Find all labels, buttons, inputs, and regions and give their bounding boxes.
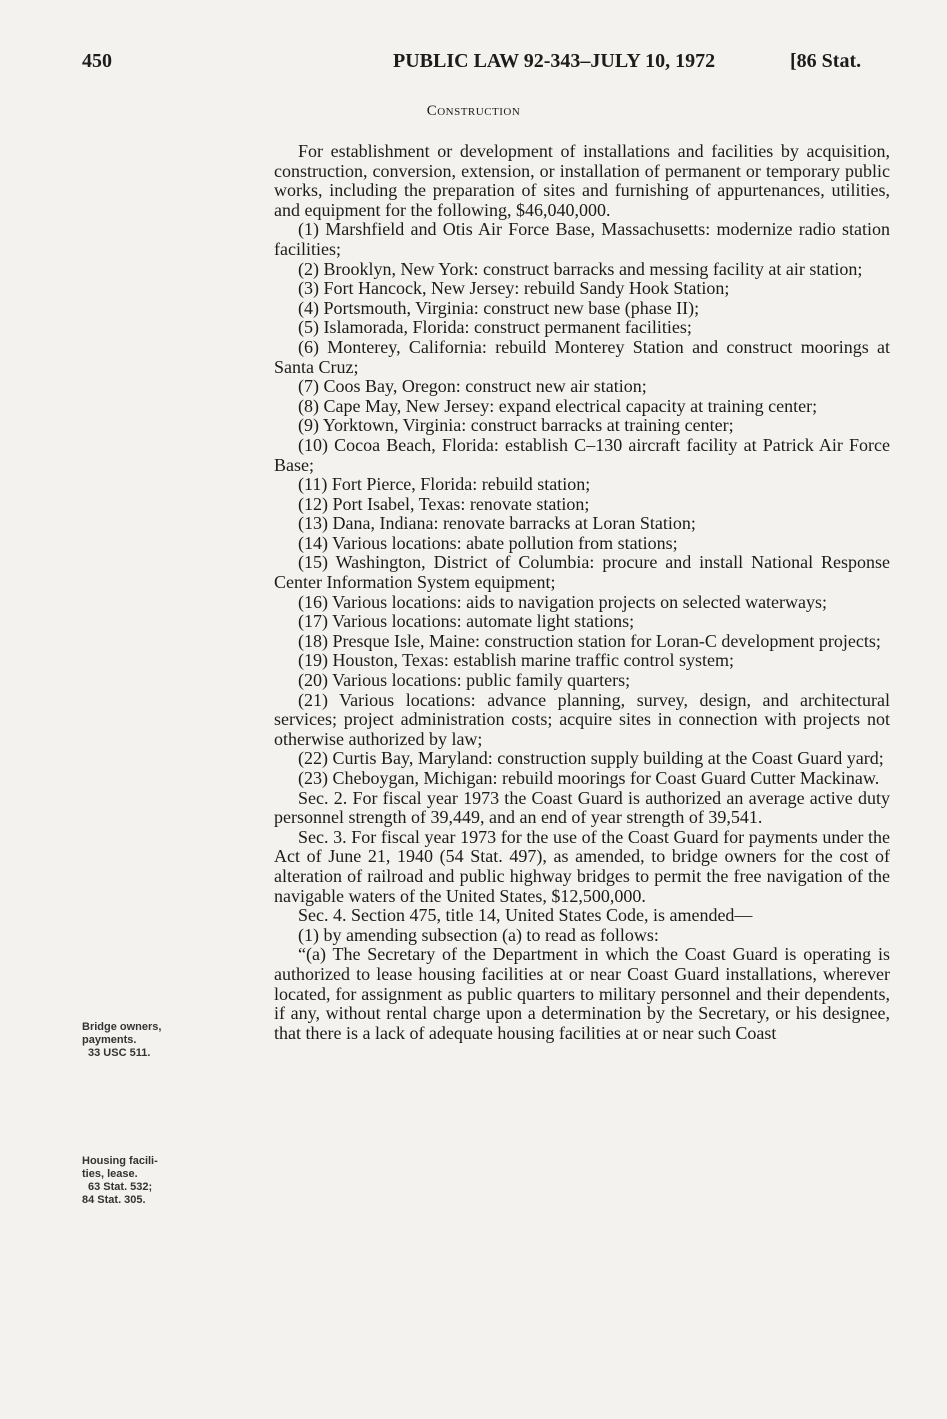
list-item: (16) Various locations: aids to navigation projects on selected waterways; [298, 591, 828, 612]
margin-note-line: 33 USC 511. [88, 1047, 151, 1059]
margin-note-bridge-owners [82, 1021, 232, 1060]
list-item: (14) Various locations: abate pollution from stations; [298, 532, 678, 553]
list-item: (11) Fort Pierce, Florida: rebuild station; [298, 474, 591, 495]
list-item: (5) Islamorada, Florida: construct permanent facilities; [298, 317, 692, 338]
page-number: 450 [82, 50, 112, 72]
margin-note-line: payments. [82, 1034, 137, 1046]
list-item: (23) Cheboygan, Michigan: rebuild moorings for Coast Guard Cutter Mackinaw. [298, 768, 880, 788]
list-item: (21) Various locations: advance planning, survey, design, and architectural services; project administration costs; acquire sites in connection with projects not otherwise authorized by law; [274, 689, 890, 749]
list-item: (8) Cape May, New Jersey: expand electrical capacity at training center; [298, 395, 818, 416]
paragraph-intro: For establishment or development of installations and facilities by acquisition, construction, conversion, extension, or installation of permanent or temporary public works, including the preparation of sites and furnishing of appurtenances, utilities, and equipment for the following, $46,040,000. [274, 141, 890, 220]
section-4-item-1: (1) by amending subsection (a) to read as follows: [298, 924, 659, 945]
list-item: (17) Various locations: automate light stations; [298, 611, 635, 632]
list-item: (3) Fort Hancock, New Jersey: rebuild Sandy Hook Station; [298, 278, 730, 299]
list-item: (12) Port Isabel, Texas: renovate station; [298, 493, 590, 514]
list-item: (9) Yorktown, Virginia: construct barracks at training center; [298, 415, 734, 436]
list-item: (18) Presque Isle, Maine: construction station for Loran-C development projects; [298, 630, 881, 651]
section-4-subsection-a: “(a) The Secretary of the Department in which the Coast Guard is operating is authorized to lease housing facilities at or near Coast Guard installations, wherever located, for assignment as public quarters to military personnel and their dependents, if any, without rental charge upon a determination by the Secretary, or his designee, that there is a lack of adequate housing facilities at or near such Coast [274, 944, 890, 1043]
section-2: Sec. 2. For fiscal year 1973 the Coast Guard is authorized an average active duty personnel strength of 39,449, and an end of year strength of 39,541. [274, 787, 890, 828]
margin-note-line: Housing facili- [82, 1155, 158, 1167]
list-item: (2) Brooklyn, New York: construct barracks and messing facility at air station; [298, 258, 863, 279]
list-item: (13) Dana, Indiana: renovate barracks at Loran Station; [298, 513, 696, 534]
list-item: (19) Houston, Texas: establish marine traffic control system; [298, 650, 734, 671]
section-heading: Construction [426, 103, 521, 119]
running-header-title: PUBLIC LAW 92-343–JULY 10, 1972 [393, 50, 716, 72]
margin-note-line: 84 Stat. 305. [82, 1194, 146, 1206]
list-item: (1) Marshfield and Otis Air Force Base, Massachusetts: modernize radio station facilities; [274, 219, 890, 259]
list-item: (7) Coos Bay, Oregon: construct new air station; [298, 376, 647, 397]
list-item: (15) Washington, District of Columbia: procure and install National Response Center Information System equipment; [274, 552, 890, 593]
list-item: (20) Various locations: public family quarters; [298, 670, 631, 691]
margin-note-line: 63 Stat. 532; [88, 1181, 153, 1193]
list-item: (6) Monterey, California: rebuild Monterey Station and construct moorings at Santa Cruz; [274, 336, 890, 377]
margin-note-housing-facilities [82, 1155, 232, 1207]
margin-note-line: Bridge owners, [82, 1021, 162, 1033]
statute-reference: [86 Stat. [790, 50, 862, 72]
margin-note-line: ties, lease. [82, 1168, 138, 1180]
list-item: (10) Cocoa Beach, Florida: establish C–130 aircraft facility at Patrick Air Force Base; [274, 434, 890, 475]
list-item: (22) Curtis Bay, Maryland: construction supply building at the Coast Guard yard; [298, 748, 884, 769]
section-4: Sec. 4. Section 475, title 14, United States Code, is amended— [298, 905, 753, 926]
body-text [274, 142, 890, 1043]
list-item: (4) Portsmouth, Virginia: construct new base (phase II); [298, 297, 700, 318]
section-3: Sec. 3. For fiscal year 1973 for the use of the Coast Guard for payments under the Act of June 21, 1940 (54 Stat. 497), as amended, to bridge owners for the cost of alteration of railroad and public highway bridges to permit the free navigation of the navigable waters of the United States, $12,500,000. [274, 826, 890, 906]
